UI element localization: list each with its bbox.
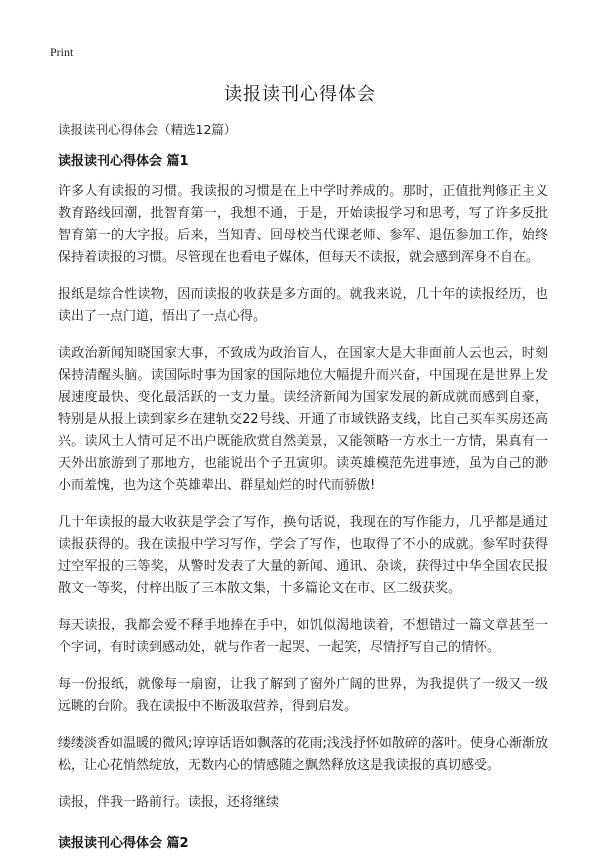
paragraph: 每一份报纸，就像每一扇窗，让我了解到了窗外广阔的世界，为我提供了一级又一级远眺的台阶。我在读报中不断汲取营养，得到启发。 <box>58 677 548 714</box>
paragraph: 几十年读报的最大收获是学会了写作，换句话说，我现在的写作能力，几乎都是通过读报获得的。我在读报中学习写作，学会了写作，也取得了不小的成就。参军时获得过空军报的三等奖，从警时发表了大量的新闻、通讯、杂谈，获得过中华全国农民报散文一等奖，付梓出版了三本散文集，十多篇论文在市、区二级获奖。 <box>58 515 548 596</box>
print-label: Print <box>50 45 74 59</box>
paragraph: 每天读报，我都会爱不释手地捧在手中，如饥似渴地读着，不想错过一篇文章甚至一个字词，有时读到感动处，就与作者一起哭、一起笑，尽情抒写自己的情怀。 <box>58 618 548 655</box>
paragraph: 缕缕淡香如温暖的微风;谆谆话语如飘落的花雨;浅浅抒怀如散碎的落叶。使身心渐渐放松，让心花悄然绽放，无数内心的情感随之飘然释放这是我读报的真切感受。 <box>58 736 548 773</box>
document-subtitle: 读报读刊心得体会（精选12篇） <box>58 122 237 137</box>
paragraph: 读报，伴我一路前行。读报，还将继续 <box>58 795 280 810</box>
section-heading: 读报读刊心得体会 篇1 <box>58 154 189 169</box>
page-title: 读报读刊心得体会 <box>224 84 376 105</box>
paragraph: 许多人有读报的习惯。我读报的习惯是在上中学时养成的。那时，正值批判修正主义教育路线回潮，批智育第一，我想不通，于是，开始读报学习和思考，写了许多反批智育第一的大字报。后来，当知青、回母校当代课老师、参军、退伍参加工作，始终保持着读报的习惯。尽管现在也看电子媒体，但每天不读报，就会感到浑身不自在。 <box>58 184 548 265</box>
article-body <box>58 150 548 863</box>
paragraph: 读政治新闻知晓国家大事，不致成为政治盲人，在国家大是大非面前人云也云，时刻保持清醒头脑。读国际时事为国家的国际地位大幅提升而兴奋，中国现在是世界上发展速度最快、变化最活跃的一支力量。读经济新闻为国家发展的新成就而感到自豪，特别是从报上读到家乡在建轨交22号线、开通了市域铁路支线，比自己买车买房还高兴。读风土人情可足不出户既能欣赏自然美景，又能领略一方水土一方情，果真有一天外出旅游到了那地方，也能说出个子丑寅卯。读英雄模范先进事迹，虽为自己的渺小而羞愧，也为这个英雄辈出、群星灿烂的时代而骄傲! <box>58 346 548 493</box>
section-heading: 读报读刊心得体会 篇2 <box>58 836 189 851</box>
paragraph: 报纸是综合性读物，因而读报的收获是多方面的。就我来说，几十年的读报经历，也读出了一点门道，悟出了一点心得。 <box>58 287 548 324</box>
